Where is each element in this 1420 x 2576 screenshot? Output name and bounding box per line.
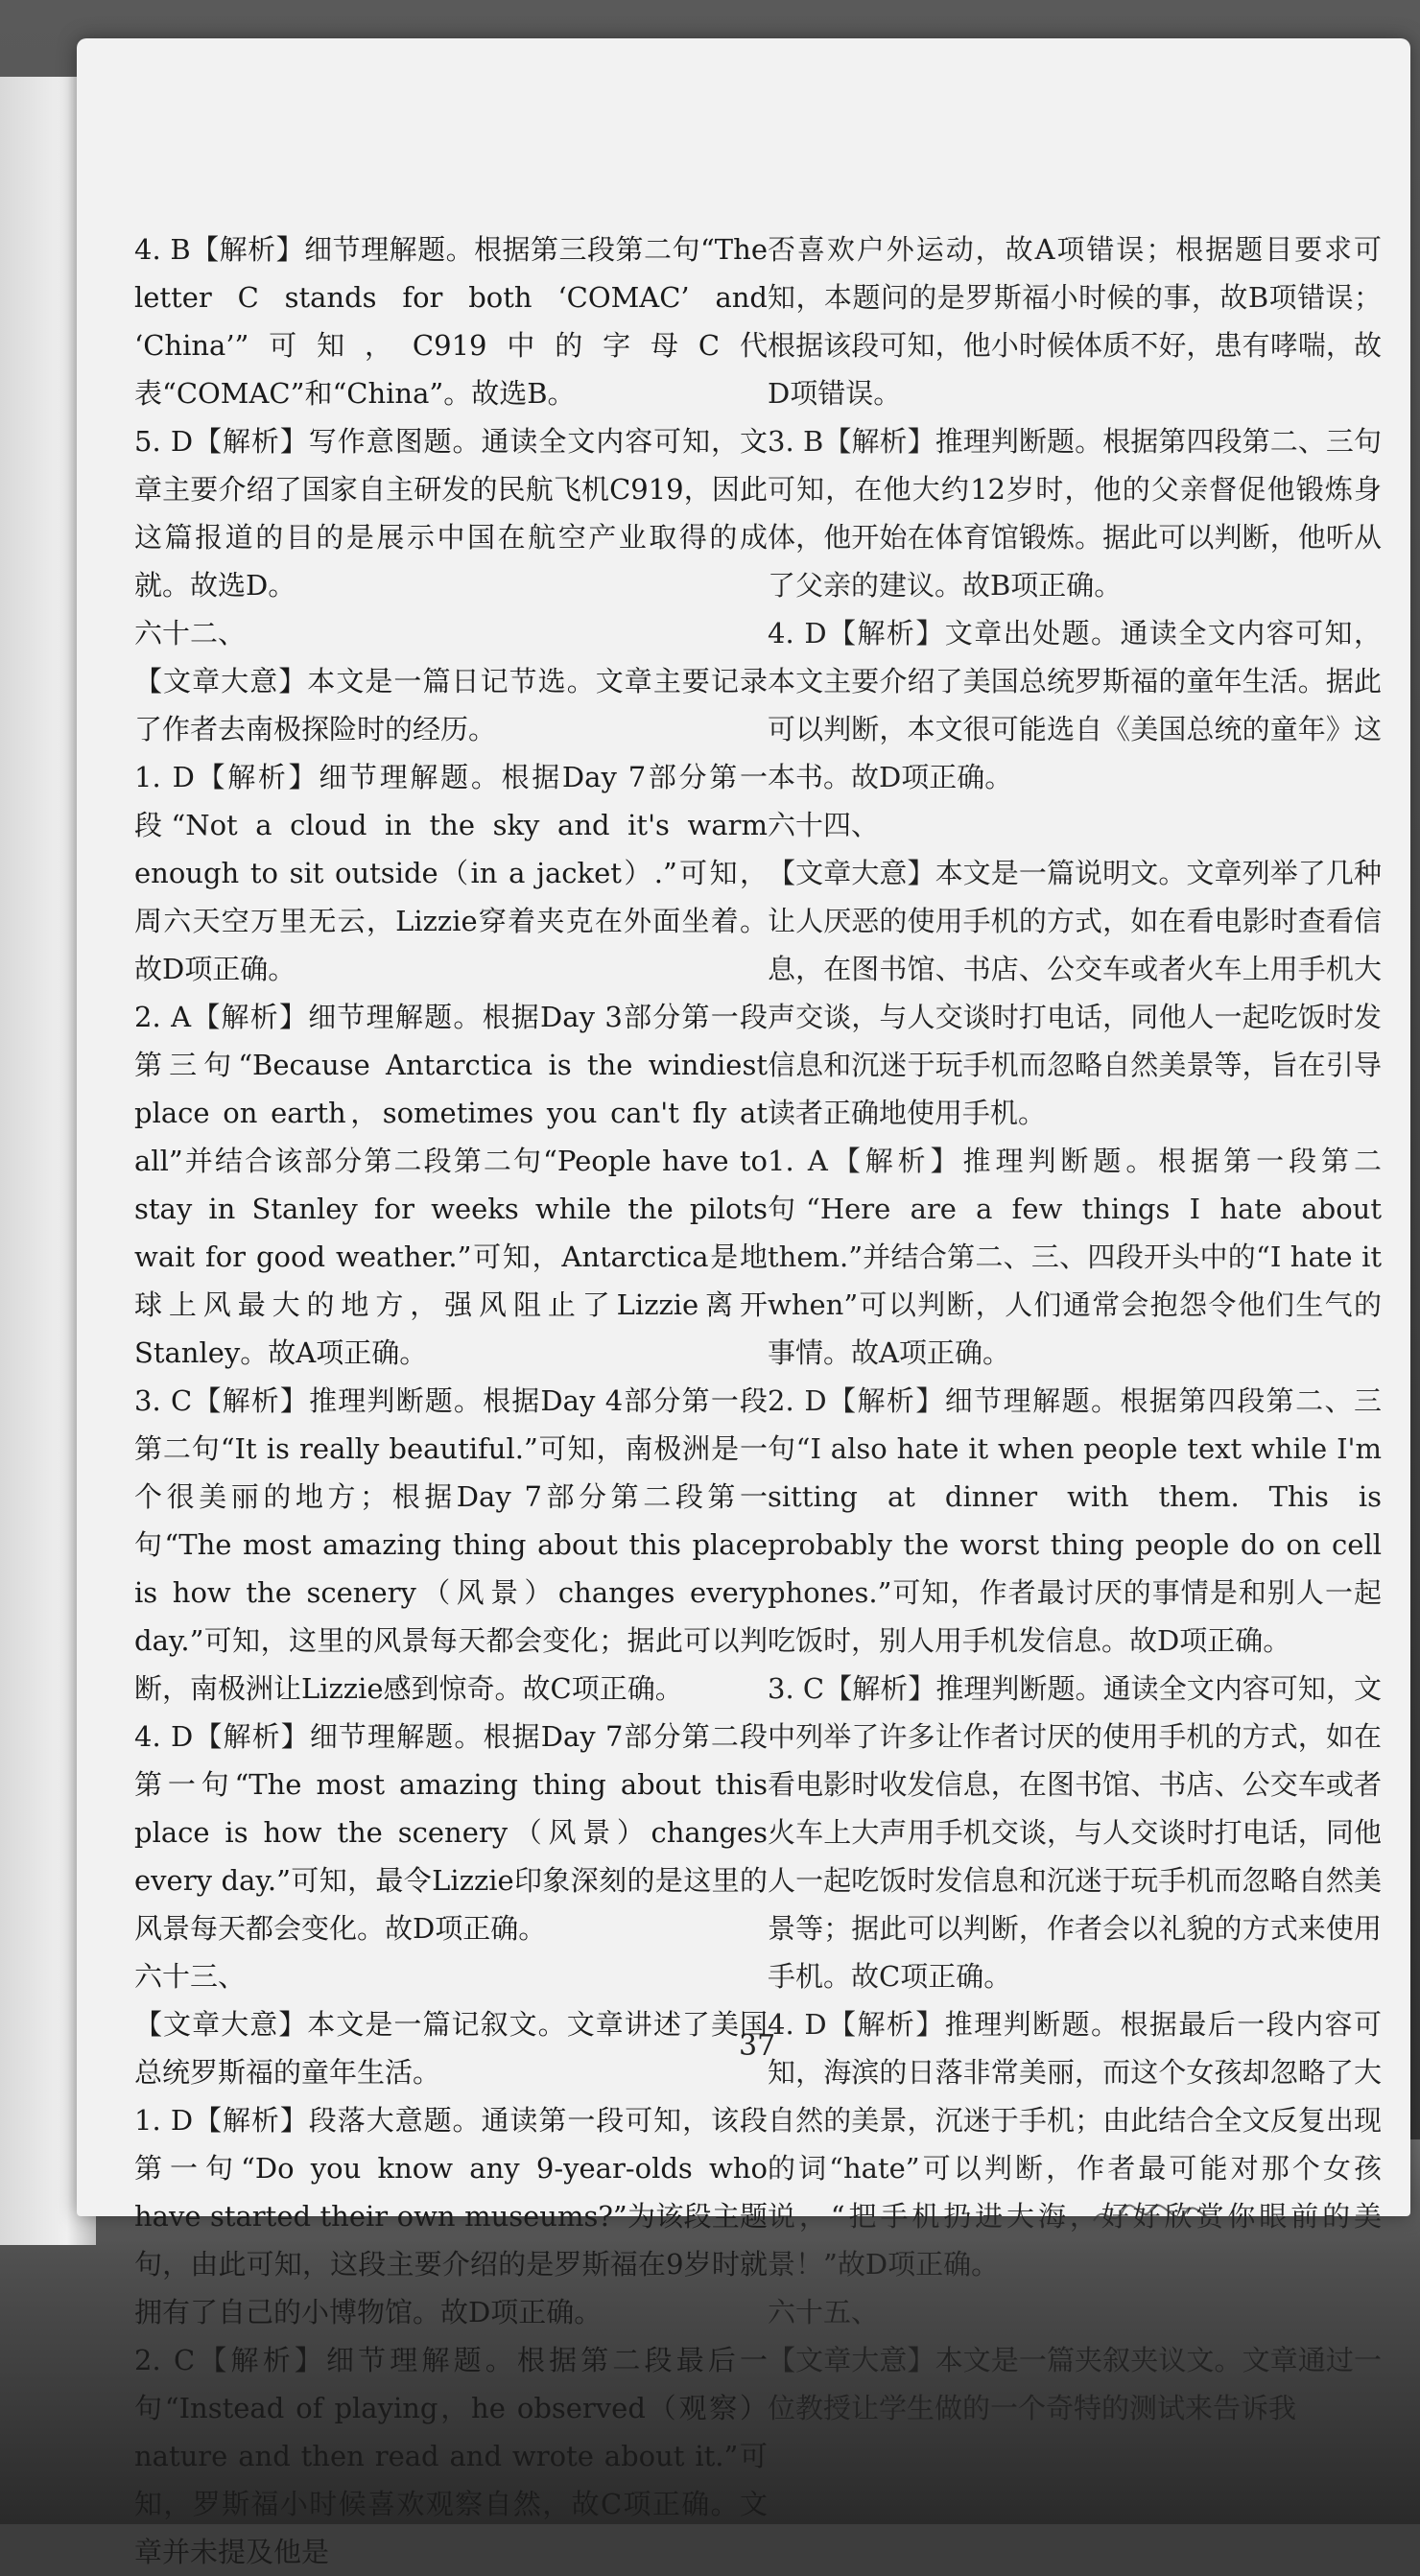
paragraph: 5. D【解析】写作意图题。通读全文内容可知，文章主要介绍了国家自主研发的民航飞机C919，因此这篇报道的目的是展示中国在航空产业取得的成就。故选D。 — [134, 425, 768, 602]
section-heading: 六十四、 — [768, 809, 880, 841]
paragraph: 4. D【解析】文章出处题。通读全文内容可知，本文主要介绍了美国总统罗斯福的童年生活。据此可以判断，本文很可能选自《美国总统的童年》这本书。故D项正确。 — [768, 617, 1382, 793]
section-heading: 六十五、 — [768, 2296, 880, 2328]
section-heading: 六十二、 — [134, 617, 247, 650]
paragraph: 【文章大意】本文是一篇记叙文。文章讲述了美国总统罗斯福的童年生活。 — [134, 2008, 768, 2089]
book-page — [77, 38, 1410, 2568]
paragraph: 1. D【解析】细节理解题。根据Day 7部分第一段“Not a cloud in the sky and it's warm enough to sit outside（in a jacket）.”可知，周六天空万里无云，Lizzie穿着夹克在外面坐着。故D项正确。 — [134, 761, 768, 985]
section-heading: 六十三、 — [134, 1960, 247, 1993]
page-number: 37 — [739, 2029, 776, 2063]
paragraph: 3. C【解析】推理判断题。根据Day 4部分第一段第二句“It is really beautiful.”可知，南极洲是一个很美丽的地方；根据Day 7部分第二段第一句“The most amazing thing about this place is how the scenery（风景）changes every day.”可知，这里的风景每天都会变化；据此可以判断，南极洲让Lizzie感到惊奇。故C项正确。 — [134, 1384, 768, 1705]
paragraph: 1. A【解析】推理判断题。根据第一段第二句“Here are a few things I hate about them.”并结合第二、三、四段开头中的“I hate it when”可以判断，人们通常会抱怨令他们生气的事情。故A项正确。 — [768, 1145, 1382, 1369]
paragraph: 2. C【解析】细节理解题。根据第二段最后一句“Instead of playing，he observed（观察）nature and then read and wrote about it.”可知，罗斯福小时候喜欢观察自然，故C项正确。文章并未提及他是 — [134, 2344, 768, 2568]
paragraph: 【文章大意】本文是一篇夹叙夹议文。文章通过一位教授让学生做的一个奇特的测试来告诉我 — [768, 2344, 1382, 2424]
paragraph: 3. C【解析】推理判断题。通读全文内容可知，文中列举了许多让作者讨厌的使用手机的方式，如在看电影时收发信息，在图书馆、书店、公交车或者火车上大声用手机交谈，与人交谈时打电话，同他人一起吃饭时发信息和沉迷于玩手机而忽略自然美景等；据此可以判断，作者会以礼貌的方式来使用手机。故C项正确。 — [768, 1672, 1382, 1993]
paragraph: 否喜欢户外运动，故A项错误；根据题目要求可知，本题问的是罗斯福小时候的事，故B项错误；根据该段可知，他小时候体质不好，患有哮喘，故D项错误。 — [768, 233, 1382, 410]
paragraph: 【文章大意】本文是一篇日记节选。文章主要记录了作者去南极探险时的经历。 — [134, 665, 768, 745]
left-column — [134, 225, 768, 2576]
paragraph: 4. D【解析】推理判断题。根据最后一段内容可知，海滨的日落非常美丽，而这个女孩却忽略了大自然的美景，沉迷于手机；由此结合全文反复出现的词“hate”可以判断，作者最可能对那个女孩说，“把手机扔进大海，好好欣赏你眼前的美景！”故D项正确。 — [768, 2008, 1382, 2281]
paragraph: 【文章大意】本文是一篇说明文。文章列举了几种让人厌恶的使用手机的方式，如在看电影时查看信息，在图书馆、书店、公交车或者火车上用手机大声交谈，与人交谈时打电话，同他人一起吃饭时发信息和沉迷于玩手机而忽略自然美景等，旨在引导读者正确地使用手机。 — [768, 857, 1382, 1129]
paragraph: 4. B【解析】细节理解题。根据第三段第二句“The letter C stands for both ‘COMAC’ and ‘China’”可知，C919中的字母C代表“COMAC”和“China”。故选B。 — [134, 233, 768, 410]
paragraph: 2. D【解析】细节理解题。根据第四段第二、三句“I also hate it when people text while I'm sitting at dinner with them. This is probably the worst thing people do on cell phones.”可知，作者最讨厌的事情是和别人一起吃饭时，别人用手机发信息。故D项正确。 — [768, 1384, 1382, 1657]
paragraph: 3. B【解析】推理判断题。根据第四段第二、三句可知，在他大约12岁时，他的父亲督促他锻炼身体，他开始在体育馆锻炼。据此可以判断，他听从了父亲的建议。故B项正确。 — [768, 425, 1382, 602]
paragraph: 4. D【解析】细节理解题。根据Day 7部分第二段第一句“The most amazing thing about this place is how the scenery（风景）changes every day.”可知，最令Lizzie印象深刻的是这里的风景每天都会变化。故D项正确。 — [134, 1720, 768, 1945]
paragraph: 1. D【解析】段落大意题。通读第一段可知，该段第一句“Do you know any 9-year-olds who have started their own museums?”为该段主题句，由此可知，这段主要介绍的是罗斯福在9岁时就拥有了自己的小博物馆。故D项正确。 — [134, 2104, 768, 2328]
handwritten-watermark — [1084, 2192, 1219, 2240]
right-column — [768, 225, 1382, 2432]
paragraph: 2. A【解析】细节理解题。根据Day 3部分第一段第三句“Because Antarctica is the windiest place on earth，sometimes you can't fly at all”并结合该部分第二段第二句“People have to stay in Stanley for weeks while the pilots wait for good weather.”可知，Antarctica是地球上风最大的地方，强风阻止了Lizzie离开Stanley。故A项正确。 — [134, 1001, 768, 1369]
